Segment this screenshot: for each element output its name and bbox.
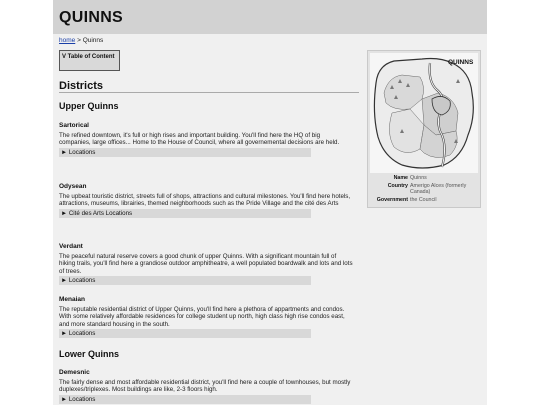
city-map-image: [370, 53, 478, 173]
breadcrumb-current: Quinns: [82, 37, 104, 44]
infobox-rows: [370, 175, 478, 205]
breadcrumb-separator: >: [75, 37, 83, 44]
breadcrumb-home-link[interactable]: home: [59, 37, 76, 44]
section-heading-upper-quinns: Upper Quinns: [59, 101, 119, 111]
locations-toggle[interactable]: ► Locations: [59, 148, 311, 157]
district-description: The refined downtown, it's full or high rises and important building. You'll find here the HQ of big companies, large offices... Home to the House of Council, where all governemental decisions are held.: [59, 132, 340, 147]
table-of-contents-toggle[interactable]: V Table of Content: [59, 50, 120, 71]
infobox: [367, 50, 481, 208]
district-demesnic: [59, 369, 353, 404]
infobox-row-name: [370, 175, 478, 181]
district-title: Odysean: [59, 183, 87, 190]
district-title: Sartorical: [59, 122, 89, 129]
locations-toggle[interactable]: ► Cité des Arts Locations: [59, 209, 311, 218]
locations-toggle[interactable]: ► Locations: [59, 276, 311, 285]
map-title: QUINNS: [448, 59, 474, 66]
locations-toggle[interactable]: ► Locations: [59, 329, 311, 338]
infobox-key: Government: [376, 197, 408, 203]
infobox-value: Amerigo Alces (formerly Canada): [410, 183, 467, 195]
site-title[interactable]: QUINNS: [59, 9, 124, 26]
district-description: The fairly dense and most affordable residential district, you'll find here a couple of townhouses, but mostly duplexes/triplexes. Most buildings are like, 2-3 floors high.: [59, 379, 351, 394]
infobox-value: Quinns: [410, 175, 427, 181]
infobox-key: Name: [393, 175, 408, 181]
section-heading-lower-quinns: Lower Quinns: [59, 349, 120, 359]
district-menaian: [59, 296, 353, 338]
site-header: [53, 0, 487, 34]
district-title: Verdant: [59, 243, 83, 250]
district-sartorical: [59, 122, 353, 157]
district-description: The peaceful natural reserve covers a good chunk of upper Quinns. With a significant mountain full of hiking trails, you'll find here a grandiose outdoor amphitheatre, a well populated boardwalk and lots and lots of trees.: [59, 253, 353, 275]
infobox-row-country: [370, 183, 478, 195]
heading-divider: [59, 92, 359, 93]
district-description: The upbeat touristic district, streets full of shops, attractions and cultural milestones. You'll find here hotels, attractions, museums, librairies, themed neighborhoods such as the Pride Village and the cité des Arts: [59, 193, 351, 208]
infobox-row-government: [370, 197, 478, 203]
district-title: Menaian: [59, 296, 86, 303]
district-title: Demesnic: [59, 369, 90, 376]
infobox-value: the Council: [410, 197, 437, 203]
breadcrumb: [59, 37, 103, 44]
district-description: The reputable residential district of Upper Quinns, you'll find here a plethora of appartments and condos. With some relatively affordable residences for college student up north, high class high rise condos east, and more standard housing in the south.: [59, 306, 345, 328]
district-verdant: [59, 243, 353, 285]
locations-toggle[interactable]: ► Locations: [59, 395, 311, 404]
infobox-key: Country: [387, 183, 408, 189]
page: [53, 0, 487, 405]
page-heading-districts: Districts: [59, 80, 104, 92]
district-odysean: [59, 183, 353, 218]
city-map: [370, 53, 478, 173]
